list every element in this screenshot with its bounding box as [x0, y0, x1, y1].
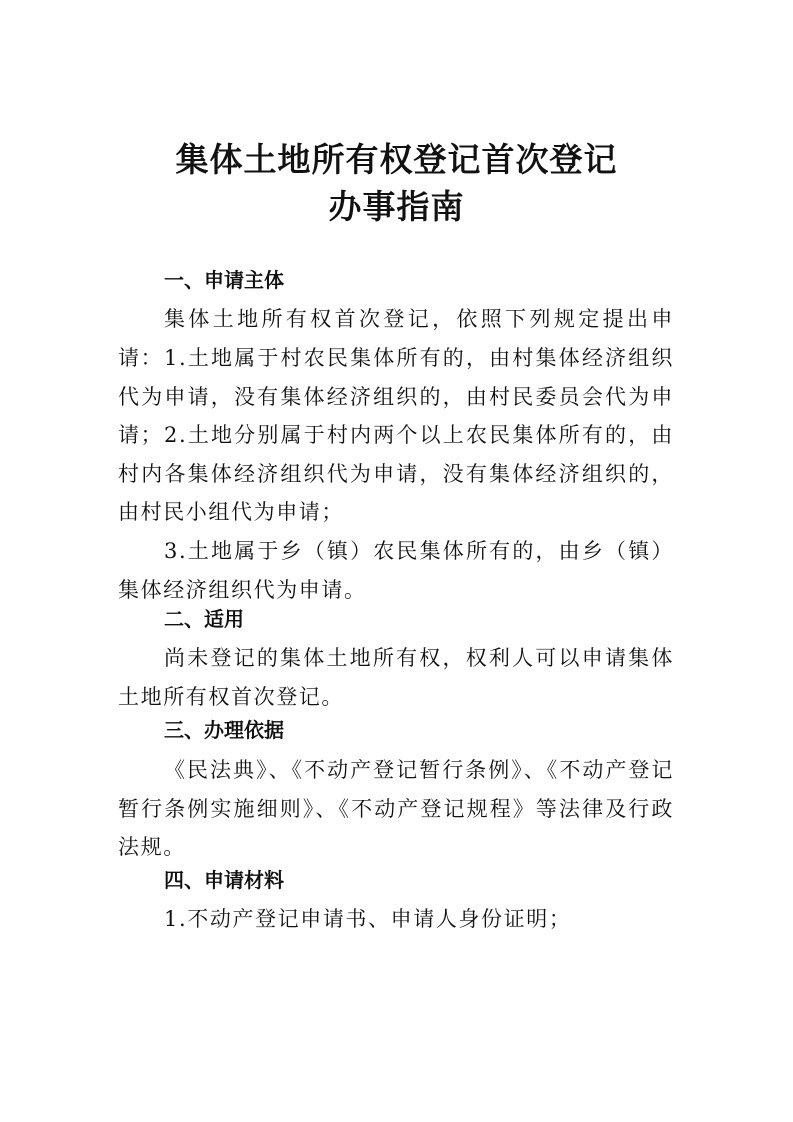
section-heading-applicant: 一、申请主体	[164, 268, 284, 292]
section-heading-materials: 四、申请材料	[164, 868, 284, 892]
document-title-line1: 集体土地所有权登记首次登记	[175, 140, 618, 179]
section-heading-legal-basis: 三、办理依据	[164, 718, 284, 742]
paragraph-applicant-item-2: 2.土地分别属于村内两个以上农民集体所有的，由村内各集体经济组织代为申请，没有集体经济组织的，由村民小组代为申请；	[118, 423, 674, 524]
paragraph-scope: 尚未登记的集体土地所有权，权利人可以申请集体土地所有权首次登记。	[118, 646, 674, 709]
paragraph-applicant-item-3: 3.土地属于乡（镇）农民集体所有的，由乡（镇）集体经济组织代为申请。	[118, 539, 674, 602]
document-title-line2: 办事指南	[328, 187, 465, 226]
paragraph-materials-item-1: 1.不动产登记申请书、申请人身份证明；	[164, 907, 572, 931]
paragraph-applicant-intro: 集体土地所有权首次登记，依照下列规定提出申请：	[118, 307, 674, 370]
paragraph-legal-basis: 《民法典》、《不动产登记暂行条例》、《不动产登记暂行条例实施细则》、《不动产登记规程》等法律及行政法规。	[118, 758, 674, 859]
section-heading-scope: 二、适用	[164, 607, 244, 631]
paragraph-applicant-item-1: 1.土地属于村农民集体所有的，由村集体经济组织代为申请，没有集体经济组织的，由村民委员会代为申请；	[118, 346, 674, 447]
